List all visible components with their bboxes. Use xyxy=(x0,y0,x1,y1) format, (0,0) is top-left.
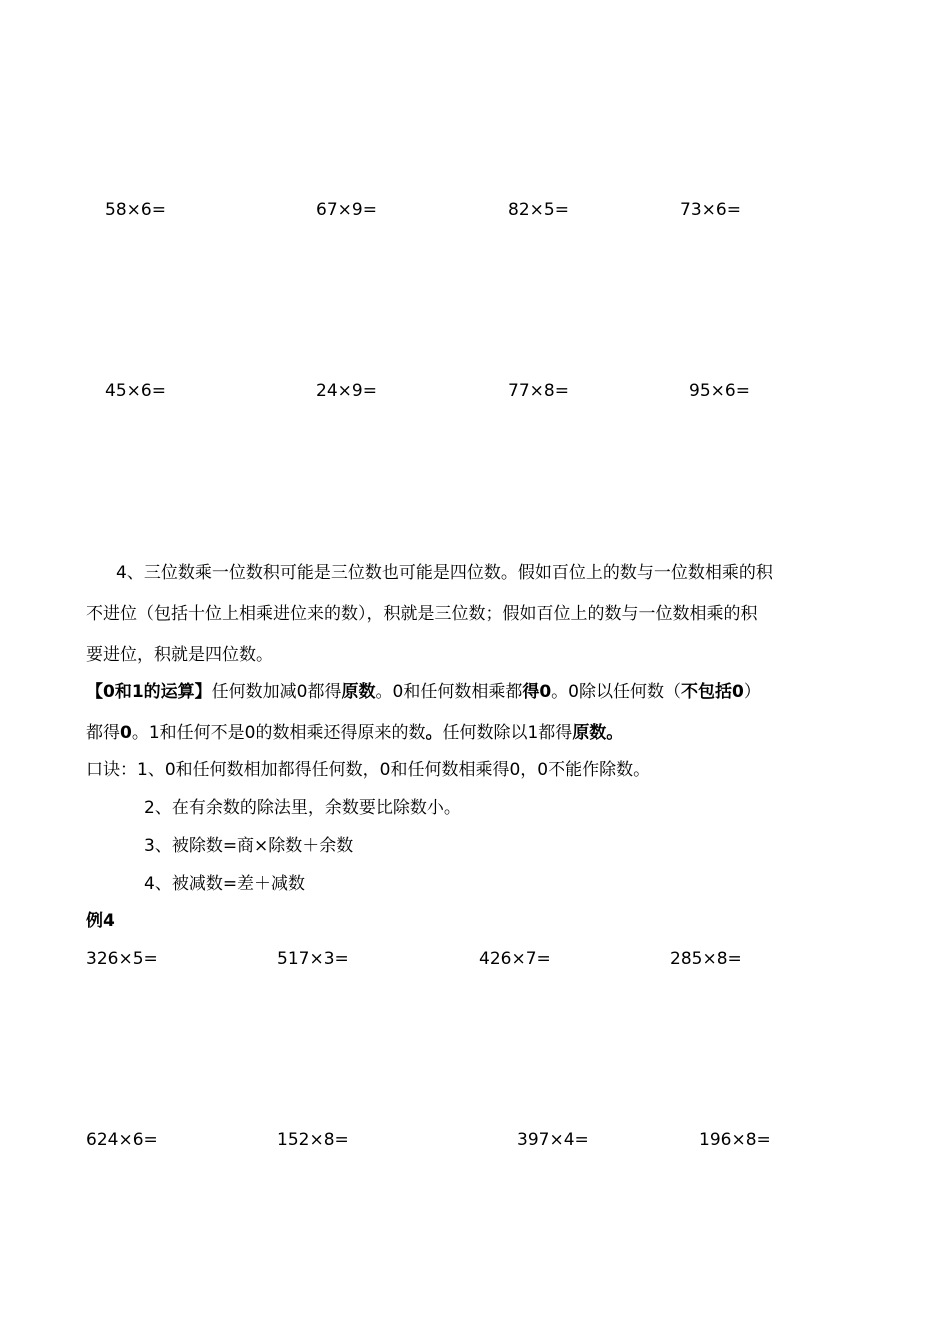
rule-bold: 得0 xyxy=(522,682,552,702)
problem-item: 152×8= xyxy=(277,1130,349,1150)
rule-text: ） xyxy=(743,682,761,702)
rule-heading: 【0和1的运算】 xyxy=(86,682,212,702)
rhyme-item: 2、在有余数的除法里，余数要比除数小。 xyxy=(144,798,461,818)
rhyme-item: 口诀：1、0和任何数相加都得任何数，0和任何数相乘得0，0不能作除数。 xyxy=(86,760,651,780)
rule-bold: 不包括0 xyxy=(681,682,744,702)
rule-text: 。1和任何不是0的数相乘还得原来的数 xyxy=(131,723,426,743)
problem-item: 285×8= xyxy=(670,949,742,969)
rule-bold: 0 xyxy=(120,723,132,743)
rule-text: 。0除以任何数（ xyxy=(551,682,681,702)
problem-item: 82×5= xyxy=(508,200,569,220)
rhyme-item: 3、被除数=商×除数＋余数 xyxy=(144,836,354,856)
rule-text: 。0和任何数相乘都 xyxy=(375,682,523,702)
problem-item: 517×3= xyxy=(277,949,349,969)
zero-one-rule-line2 xyxy=(86,725,623,742)
problem-item: 95×6= xyxy=(689,381,750,401)
example-title: 例4 xyxy=(86,911,115,931)
problem-item: 73×6= xyxy=(680,200,741,220)
rhyme-item: 4、被减数=差＋减数 xyxy=(144,874,306,894)
problem-item: 45×6= xyxy=(105,381,166,401)
problem-item: 24×9= xyxy=(316,381,377,401)
rule-text: 任何数除以1都得 xyxy=(442,723,573,743)
problem-item: 326×5= xyxy=(86,949,158,969)
rule-bold: 原数 xyxy=(341,682,376,702)
problem-item: 397×4= xyxy=(517,1130,589,1150)
paragraph-line: 要进位，积就是四位数。 xyxy=(86,645,273,665)
rule-bold: 。 xyxy=(425,723,443,743)
problem-item: 77×8= xyxy=(508,381,569,401)
paragraph-line: 4、三位数乘一位数积可能是三位数也可能是四位数。假如百位上的数与一位数相乘的积 xyxy=(116,563,773,583)
zero-one-rule-line1 xyxy=(86,684,761,701)
problem-item: 58×6= xyxy=(105,200,166,220)
problem-item: 624×6= xyxy=(86,1130,158,1150)
rule-text: 都得 xyxy=(86,723,120,743)
paragraph-line: 不进位（包括十位上相乘进位来的数），积就是三位数；假如百位上的数与一位数相乘的积 xyxy=(86,604,758,624)
rule-bold: 原数。 xyxy=(572,723,624,743)
problem-item: 426×7= xyxy=(479,949,551,969)
problem-item: 67×9= xyxy=(316,200,377,220)
rule-text: 任何数加减0都得 xyxy=(211,682,342,702)
problem-item: 196×8= xyxy=(699,1130,771,1150)
